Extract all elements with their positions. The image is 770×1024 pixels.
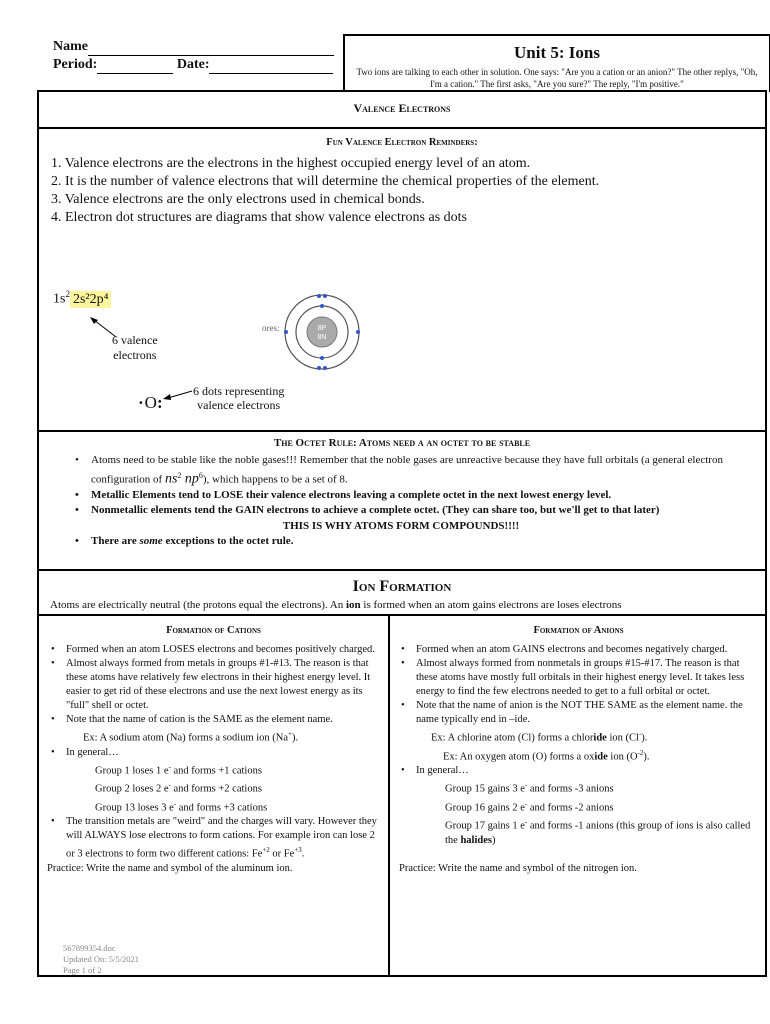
document-footer	[63, 943, 139, 976]
period-date-row	[53, 56, 334, 74]
name-row	[53, 38, 334, 56]
atom-model-icon	[282, 292, 362, 372]
period-field[interactable]	[97, 59, 173, 74]
group-text: and forms -2 anions	[527, 802, 614, 813]
cation-bullet: • Almost always formed from metals in groups #1-#13. The reason is that these atoms have relatively few electrons in their highest energy level. It easier to get rid of these electrons and use the next lowest energy as its "full" shell or octet.	[49, 657, 379, 713]
charge-sup: -	[638, 730, 642, 738]
unit-title: Unit 5: Ions	[514, 43, 600, 62]
electron-configuration	[53, 289, 111, 308]
group-text: and forms -3 anions	[527, 783, 614, 795]
octet-bullet	[71, 534, 731, 549]
example-text: ).	[641, 732, 648, 744]
formula-sup: 2	[177, 471, 182, 480]
octet-bullet: • Metallic Elements tend to LOSE their valence electrons leaving a complete octet in the next lowest energy level.	[71, 488, 731, 503]
column-divider	[388, 614, 390, 977]
anion-example	[399, 727, 757, 746]
charge-sup: +2	[262, 846, 270, 854]
cation-bullet: • In general…	[49, 746, 379, 760]
suffix-ide: ide	[594, 751, 608, 762]
dots-callout	[193, 384, 284, 412]
valence-title: Valence Electrons	[353, 101, 451, 115]
cation-text: or Fe	[269, 848, 295, 860]
octet-title: The Octet Rule: Atoms need a an octet to be stable	[273, 437, 531, 449]
group-text: Group 2 loses 2 e	[95, 783, 169, 795]
ion-formation-title: Ion Formation	[352, 578, 452, 595]
nucleus-protons: 8P	[317, 325, 327, 332]
divider	[37, 614, 767, 616]
config-valence-highlight: 2s²2p⁴	[70, 291, 112, 308]
group-text: Group 17 gains 1 e	[445, 820, 525, 832]
name-field[interactable]	[88, 41, 334, 56]
anion-bullet: • Almost always formed from nonmetals in groups #15-#17. The reason is that these atoms have mostly full orbitals in their highest energy level. It takes less energy to find the few electrons needed to get to a full orbital or octet.	[399, 657, 757, 699]
group-rule	[445, 797, 757, 816]
group-text: and forms +3 cations	[176, 802, 268, 813]
valence-callout	[112, 333, 158, 363]
cation-groups	[49, 760, 379, 816]
anions-section	[399, 643, 757, 876]
charge-sup: -	[168, 762, 171, 771]
footer-updated: Updated On: 5/5/2021	[63, 954, 140, 964]
anion-bullet: • Note that the name of anion is the NOT THE SAME as the element name. the name typically end in –ide.	[399, 699, 757, 727]
footer-filename: 567899354.doc	[63, 943, 116, 953]
group-rule	[95, 760, 379, 779]
charge-sup: -2	[637, 748, 644, 757]
reminder-item: 3. Valence electrons are the only electrons used in chemical bonds.	[51, 192, 425, 207]
charge-sup: -	[524, 799, 528, 808]
charge-sup: -	[524, 781, 528, 789]
reminders-title: Fun Valence Electron Reminders:	[326, 137, 478, 148]
ion-intro-text: Atoms are electrically neutral (the protons equal the electrons). An	[50, 599, 346, 611]
example-text: Ex: A sodium atom (Na) forms a sodium ion (Na	[83, 732, 289, 744]
cation-example	[49, 727, 379, 746]
cation-text: .	[301, 848, 305, 860]
reminder-item: 1. Valence electrons are the electrons in the highest occupied energy level of an atom.	[51, 156, 531, 171]
divider	[37, 569, 767, 571]
anion-bullet: • In general…	[399, 764, 757, 778]
ion-intro-text: is formed when an atom gains electrons are loses electrons	[360, 599, 622, 611]
octet-section	[71, 453, 731, 549]
config-first-sup: 2	[65, 289, 70, 299]
group-text: Group 15 gains 3 e	[445, 783, 525, 795]
group-rule	[95, 797, 379, 816]
cation-bullet: • Note that the name of cation is the SAME as the element name.	[49, 713, 379, 727]
date-label: Date:	[176, 57, 210, 72]
example-text: ion (O	[607, 751, 638, 762]
group-text: and forms +2 cations	[170, 783, 262, 795]
config-prefix: 1s	[53, 291, 66, 307]
callout-line: electrons	[113, 348, 157, 362]
ion-joke: Two ions are talking to each other in solution. One says: "Are you a cation or an anion?" The other replys, "Oh, I'm a cation." The first asks, "Are you sure?" The reply, "I'm positive."	[356, 67, 758, 89]
group-text: )	[491, 834, 496, 846]
anion-practice: Practice: Write the name and symbol of the nitrogen ion.	[399, 862, 637, 874]
example-text: ).	[643, 751, 650, 762]
callout-line: 6 dots representing	[193, 384, 285, 398]
octet-text: There are	[91, 534, 140, 547]
group-rule	[445, 815, 757, 848]
unit-title-box	[343, 34, 770, 92]
arrow-icon	[160, 388, 194, 402]
octet-text: exceptions to the octet rule.	[162, 534, 294, 547]
anion-example	[399, 746, 757, 765]
group-rule	[445, 778, 757, 797]
cation-bullet: • Formed when an atom LOSES electrons and becomes positively charged.	[49, 643, 379, 657]
charge-sup: +3	[294, 846, 302, 854]
octet-bullet: • Nonmetallic elements tend the GAIN electrons to achieve a complete octet. (They can share too, but we'll get to that later)	[71, 503, 731, 518]
octet-bullet	[71, 453, 731, 488]
shell-label: ores:	[262, 323, 280, 333]
formula-sup: 6	[198, 471, 203, 480]
group-text: Group 13 loses 3 e	[95, 802, 174, 813]
charge-sup: -	[524, 818, 528, 826]
group-text: Group 1 loses 1 e	[95, 765, 169, 776]
octet-text: ), which happens to be a set of 8.	[202, 473, 348, 486]
octet-text: Atoms need to be stable like the noble gases!!! Remember that the noble gases are unreactive because they have full orbitals (a general electron configuration of	[91, 454, 723, 486]
example-text: ).	[291, 732, 299, 744]
nucleus-neutrons: 8N	[317, 334, 327, 341]
callout-line: 6 valence	[112, 333, 158, 347]
halides-term: halides	[460, 834, 492, 846]
group-text: and forms -1 anions (this group of ions is also called the	[445, 820, 751, 846]
formula-ns: ns	[164, 471, 178, 487]
octet-emphasis: some	[139, 534, 163, 547]
compounds-statement: THIS IS WHY ATOMS FORM COMPOUNDS!!!!	[282, 519, 520, 532]
cations-title: Formation of Cations	[166, 625, 261, 636]
example-text: Ex: A chlorine atom (Cl) forms a chlor	[431, 732, 594, 744]
charge-sup: +	[288, 730, 292, 738]
callout-line: valence electrons	[197, 398, 281, 412]
dot-structure: ·O:	[138, 393, 163, 412]
name-label: Name	[53, 39, 88, 54]
period-label: Period:	[53, 57, 98, 72]
anion-groups	[399, 778, 757, 848]
cations-section	[49, 643, 379, 876]
divider	[37, 127, 767, 129]
anions-title: Formation of Anions	[533, 625, 624, 636]
reminders-list	[51, 155, 761, 227]
reminder-item: 4. Electron dot structures are diagrams that show valence electrons as dots	[51, 210, 467, 225]
cation-practice: Practice: Write the name and symbol of the aluminum ion.	[47, 862, 293, 874]
group-text: and forms +1 cations	[170, 765, 262, 776]
date-field[interactable]	[209, 59, 333, 74]
formula-np: np	[181, 471, 199, 487]
divider	[37, 430, 767, 432]
example-text: ion (Cl	[606, 732, 639, 744]
anion-bullet: • Formed when an atom GAINS electrons and becomes negatively charged.	[399, 643, 757, 657]
charge-sup: -	[168, 781, 171, 789]
cation-bullet	[49, 815, 379, 862]
dot-structure-symbol: O	[144, 393, 157, 412]
footer-page: Page 1 of 2	[63, 965, 102, 975]
reminder-item: 2. It is the number of valence electrons that will determine the chemical properties of the element.	[51, 174, 600, 189]
cation-text: The transition metals are "weird" and the charges will vary. However they will ALWAYS lose electrons to form cations. For example iron can lose 2 or 3 electrons to form two different cations: Fe	[66, 816, 377, 860]
ion-term: ion	[345, 599, 361, 611]
group-rule	[95, 778, 379, 797]
student-info	[53, 38, 334, 74]
group-text: Group 16 gains 2 e	[445, 802, 525, 813]
example-text: Ex: An oxygen atom (O) forms a ox	[443, 751, 595, 762]
ion-intro	[50, 598, 762, 612]
charge-sup: -	[173, 799, 177, 808]
suffix-ide: ide	[593, 732, 607, 744]
